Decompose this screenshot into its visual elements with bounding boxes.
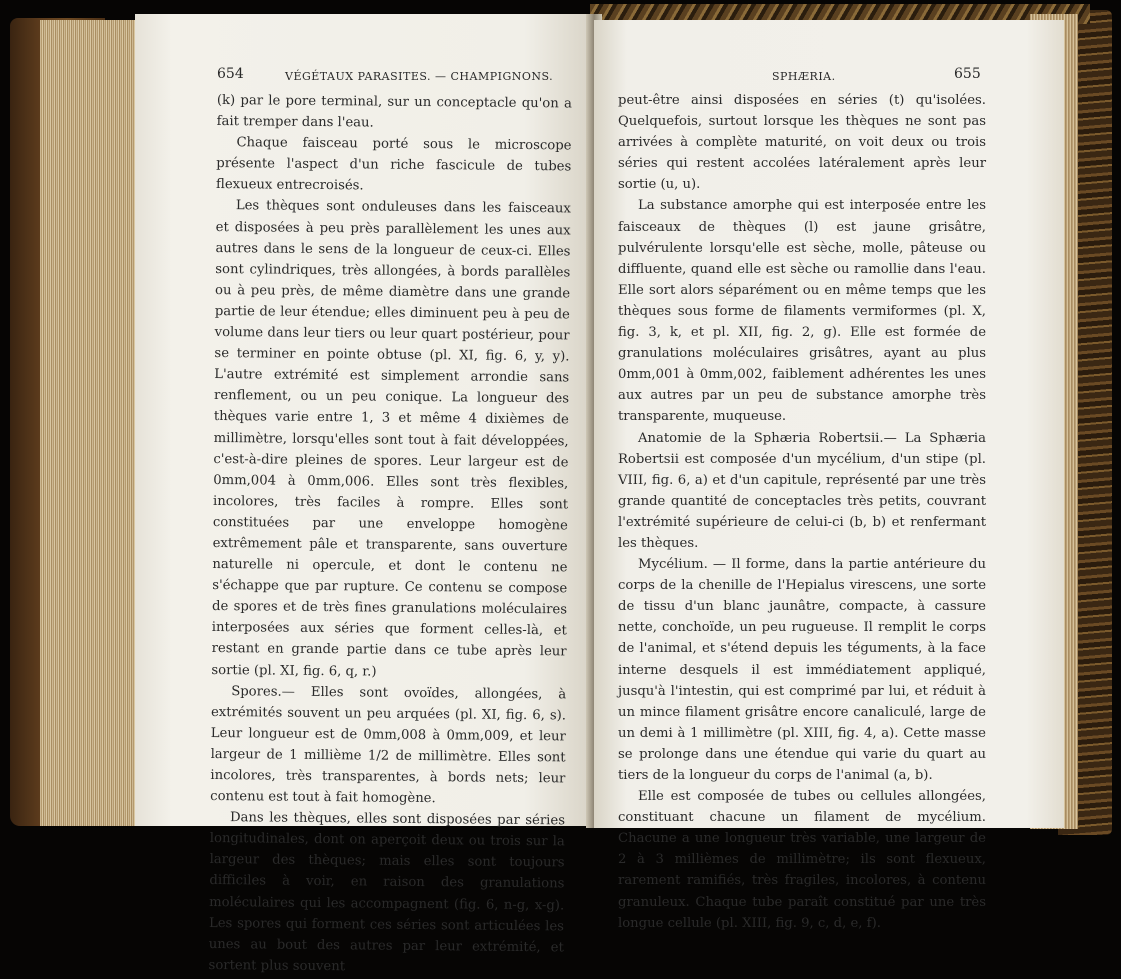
paragraph: Elle est composée de tubes ou cellules allongées, constituant chacune un filament de mycélium. Chacune a une longueur très variable, une largeur de 2 à 3 millièmes de millimètre; ils sont flexueux, rarement ramifiés, très fragiles, incolores, à contenu granuleux. Chaque tube paraît constitué par une très longue cellule (pl. XIII, fig. 9, c, d, e, f).: [618, 789, 986, 931]
left-page-edges: [40, 20, 140, 826]
paragraph: Chaque faisceau porté sous le microscope présente l'aspect d'un riche fascicule de tubes flexueux entrecroisés.: [216, 135, 572, 194]
paragraph: Spores.— Elles sont ovoïdes, allongées, à extrémités souvent un peu arquées (pl. XI, fig. 6, s). Leur longueur est de 0mm,008 à 0mm,009, et leur largeur de 1 millième 1/2 de millimètre. Elles sont incolores, très transparentes, à bords nets; leur contenu est tout à fait homogène.: [210, 683, 567, 807]
right-page-number: 655: [954, 66, 981, 82]
left-page: [135, 14, 593, 975]
paragraph: Les thèques sont onduleuses dans les faisceaux et disposées à peu près parallèlement les unes aux autres dans le sens de la longueur de ceux-ci. Elles sont cylindriques, très allongées, à bords parallèles ou à peu près, de même diamètre dans une grande partie de leur étendue; elles diminuent peu à peu de volume dans leur tiers ou leur quart postérieur, pour se terminer en pointe obtuse (pl. XI, fig. 6, y, y). L'autre extrémité est simplement arrondie sans renflement, ou un peu conique. La longueur des thèques varie entre 1, 3 et même 4 dixièmes de millimètre, lorsqu'elles sont tout à fait développées, c'est-à-dire pleines de spores. Leur largeur est de 0mm,004 à 0mm,006. Elles sont très flexibles, incolores, très faciles à rompre. Elles sont constituées par une enveloppe homogène extrêmement pâle et transparente, sans ouverture naturelle ni opercule, et dont le contenu ne s'échappe que par rupture. Ce contenu se compose de spores et de très fines granulations moléculaires interposées aux séries que forment celles-là, et restant en grande partie dans ce tube après leur sortie (pl. XI, fig. 6, q, r.): [211, 198, 571, 680]
paragraph: Dans les thèques, elles sont disposées par séries longitudinales, dont on aperçoit deux ou trois sur la largeur des thèques; mais elles sont toujours difficiles à voir, en raison des granulations moléculaires qui les accompagnent (fig. 6, n-g, x-g). Les spores qui forment ces séries sont articulées les unes au bout des autres par leur extrémité, et sortent plus souvent: [208, 810, 566, 975]
paragraph: Mycélium. — Il forme, dans la partie antérieure du corps de la chenille de l'Hepialus virescens, une sorte de tissu d'un blanc jaunâtre, compacte, à cassure nette, conchoïde, un peu rugueuse. Il remplit le corps de l'animal, et s'étend depuis les téguments, à la face interne desquels il est immédiatement appliqué, jusqu'à l'intestin, qui est comprimé par lui, et réduit à un mince filament grisâtre encore canaliculé, large de un demi à 1 millimètre (pl. XIII, fig. 4, a). Cette masse se prolonge dans une étendue qui varie du quart au tiers de la longueur du corps de l'animal (a, b).: [618, 557, 986, 783]
paragraph: La substance amorphe qui est interposée entre les faisceaux de thèques (l) est jaune grisâtre, pulvérulente lorsqu'elle est sèche, molle, pâteuse ou diffluente, quand elle est sèche ou ramollie dans l'eau. Elle sort alors séparément ou en même temps que les thèques sous forme de filaments vermiformes (pl. X, fig. 3, k, et pl. XII, fig. 2, g). Elle est formée de granulations moléculaires grisâtres, ayant au plus 0mm,001 à 0mm,002, faiblement adhérentes les unes aux autres par un peu de substance amorphe très transparente, muqueuse.: [618, 198, 986, 425]
paragraph: peut-être ainsi disposées en séries (t) qu'isolées. Quelquefois, surtout lorsque les thèques ne sont pas arrivées à complète maturité, on voit deux ou trois séries qui restent accolées latéralement après leur sortie (u, u).: [618, 93, 986, 193]
right-page-text: [618, 90, 986, 934]
paragraph: (k) par le pore terminal, sur un conceptacle qu'on a fait tremper dans l'eau.: [216, 92, 572, 131]
paragraph: Anatomie de la Sphæria Robertsii.— La Sphæria Robertsii est composée d'un mycélium, d'un stipe (pl. VIII, fig. 6, a) et d'un capitule, représenté par une très grande quantité de conceptacles très petits, couvrant l'extrémité supérieure de celui-ci (b, b) et renfermant les thèques.: [618, 430, 986, 551]
right-running-head: SPHÆRIA.: [772, 70, 836, 83]
left-page-number: 654: [217, 66, 244, 82]
left-running-head: VÉGÉTAUX PARASITES. — CHAMPIGNONS.: [285, 70, 554, 83]
right-page: [594, 20, 1064, 931]
